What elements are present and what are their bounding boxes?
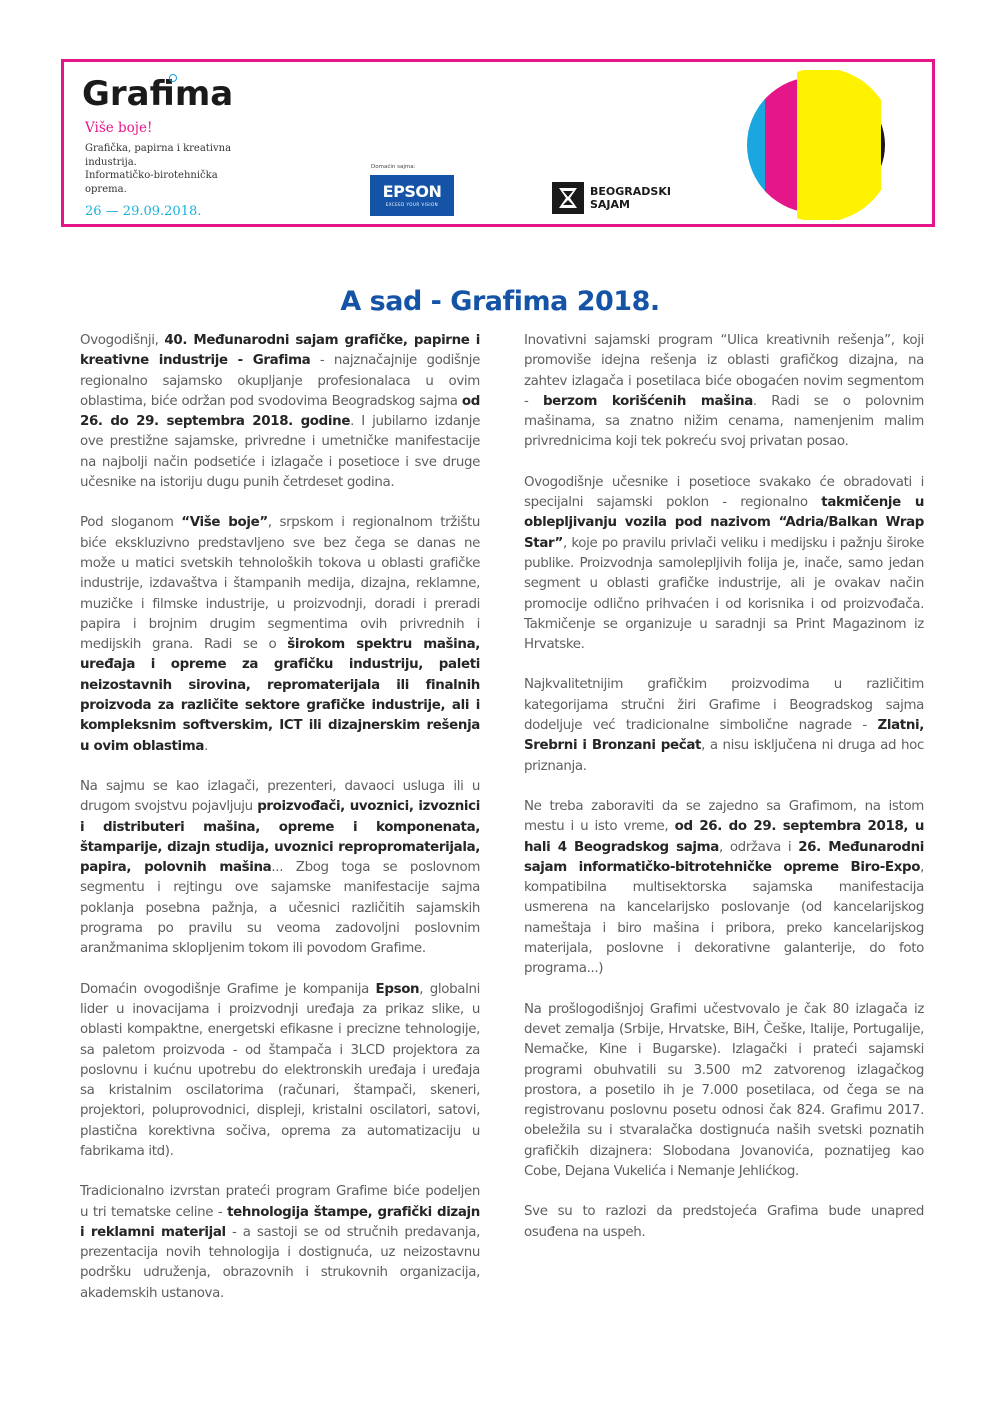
body-text: Najkvalitetnijim grafičkim proizvodima u različitim kategorijama stručni žiri Grafime i Beogradskog sajma dodeljuje već tradicionalne simbolične nagrade - [524,677,924,734]
grafima-logo: Grafima [82,74,234,114]
body-text: Ovogodišnji, [80,333,165,348]
body-text: Sve su to razlozi da predstojeća Grafima bude unapred osuđena na uspeh. [524,1204,924,1240]
bold-text: “Više boje” [181,515,268,531]
article-paragraph [524,473,924,656]
bold-text: 26. Međunarodni sajam informatičko-bitrotehničke opreme Biro-Expo [524,839,925,875]
yellow-segment [797,70,881,220]
body-text: . [204,738,209,754]
body-text: ... Zbog toga se poslovnom segmentu i rejtingu ove sajamske manifestacije sajma poklanja posebna pažnja, a učesnici različitih sajamskih programa po pravilu su veoma zadovoljni poslovnim aranžmanima sklopljenim tokom ili povodom Grafime. [80,860,481,957]
slogan: Više boje! [85,120,153,136]
epson-logo [370,175,454,216]
body-text: Na prošlogodišnjoj Grafimi učestvovalo je čak 80 izlagača iz devet zemalja (Srbije, Hrvatske, BiH, Češke, Italije, Portugalije, Nemačke, Kine i Bugarske). Izlagački i prateći sajamski programi obuhvatili su 3.500 m2 zatvorenog izlagačkog prostora, a posetilo ih je 7.000 posetilaca, od čega se na registrovanu poslovnu posetu odnosi čak 824. Grafimu 2017. obeležila su i stvaralačka dostignuća naših svetski poznatih grafičkih dizajnera: Slobodana Jovanovića, poznatijeg kao Cobe, Dejana Vukelića i Nemanje Jehlićkog. [524,1001,924,1179]
body-text: Pod sloganom [80,515,182,531]
article-paragraph [524,797,924,980]
bold-text: tehnologija štampe, grafički dizajn i reklamni materijal [80,1204,480,1240]
bs-logo-line: SAJAM [590,198,630,211]
article-title: A sad - Grafima 2018. [340,286,660,318]
article-column-left [80,331,480,1324]
body-text: , kompatibilna multisektorska sajamska manifestacija usmerena na kancelarijsko poslovanje (od kancelarijskog nameštaja i biro mašina i pribora, preko kancelarijskog materijala, poslovne i dekorativne galanterije, do foto programa...) [524,859,924,977]
fair-description-line: Grafička, papirna i kreativna [85,143,232,154]
body-text: Inovativni sajamski program “Ulica kreativnih rešenja”, koji promoviše idejna rešenja iz oblasti grafičkog dizajna, na zahtev izlagača i posetilaca biće obogaćen novim segmentom - [524,333,924,409]
bold-text: od 26. do 29. septembra 2018, u hali 4 Beogradskog sajma [524,819,925,855]
bold-text: berzom korišćenih mašina [542,393,753,409]
body-text: . I jubilarno izdanje ove prestižne sajamske, privredne i umetničke manifestacije na najbolji način podsetiće i izlagače i posetioce i sve druge učesnike na istoriju dugu punih četrdeset godina. [80,414,480,491]
fair-description-line: oprema. [85,183,127,195]
article-paragraph [80,1182,480,1304]
article-paragraph [524,675,924,776]
body-text: , održava i [718,839,799,855]
bold-text: od 26. do 29. septembra 2018. godine [80,393,480,430]
cyan-segment [743,70,765,220]
fair-description [85,142,265,196]
article-column-right [524,331,924,1263]
body-text: . Radi se o polovnim mašinama, sa znatno nižim cenama, namenjenim malim privrednicima koji tek pokreću svoj privatan posao. [524,393,924,450]
fair-description-line: industrija. [85,156,137,168]
cmyk-circle-graphic [743,70,893,224]
logo-dot-icon [169,74,177,82]
host-label: Domaćin sajma: [371,164,416,170]
body-text: , koje po pravilu privlači veliku i medijsku i pažnju široke publike. Proizvodnja samolepljivih folija je, inače, samo jedan segment u oblasti grafičke industrije, ali je ovakav način promocije odlično prihvaćen i od korisnika i od proizvođača. Takmičenje se organizuje u saradnji sa Print Magazinom iz Hrvatske. [524,535,924,653]
epson-logo-tagline: EXCEED YOUR VISION [385,202,439,207]
beogradski-sajam-mark-icon [552,182,584,214]
fair-description-line: Informatičko-birotehnička [85,170,218,181]
bold-text: takmičenje u oblepljivanju vozila pod nazivom “Adria/Balkan Wrap Star” [524,495,925,551]
bold-text: 40. Međunarodni sajam grafičke, papirne i kreativne industrije - Grafima [80,333,480,369]
body-text: Na sajmu se kao izlagači, prezenteri, davaoci usluga ili u drugom svojstvu pojavljuju [80,778,480,815]
article-paragraph [524,1000,924,1183]
article-paragraph [80,513,480,757]
body-text: Tradicionalno izvrstan prateći program Grafime biće podeljen u tri tematske celine - [80,1184,480,1220]
fair-dates: 26 — 29.09.2018. [85,204,202,219]
body-text: , a nisu isključena ni druga ad hoc priznanja. [524,738,924,774]
bold-text: Epson [375,981,420,997]
bold-text: proizvođači, uvoznici, izvoznici i distributeri mašina, opreme i komponenata, štamparije, dizajn studija, uvoznici repropromaterijala, papira, polovnih mašina [80,799,480,876]
body-text: Ovogodišnje učesnike i posetioce svakako će obradovati i specijalni sajamski poklon - regionalno [524,474,924,511]
epson-logo-name: EPSON [382,182,442,201]
body-text: , globalni lider u inovacijama i proizvodnji uređaja za prikaz slike, u oblasti kompaktne, energetski efikasne i precizne tehnologije, sa paletom proizvoda - od štampača i 3LCD projektora za poslovnu i kućnu upotrebu do elektronskih uređaja i uređaja sa kristalnim oscilatorima (računari, štampači, skeneri, projektori, poluprovodnici, displeji, kristalni oscilatori, satovi, plastična korektivna sočiva, oprema za automatizaciju u fabrikama itd). [80,981,480,1159]
article-paragraph [80,331,480,493]
body-text: - najznačajnije godišnje regionalno sajamsko okupljanje profesionalaca u ovim oblastima, biće održan pod svodovima Beogradskog sajma [80,353,480,409]
bold-text: širokom spektru mašina, uređaja i opreme za grafičku industriju, paleti neizostavnih sirovina, repromaterijala ili finalnih proizvoda za različite sektore grafičke industrije, ali i kompleksnim softverskim, ICT ili dizajnerskim rešenja u ovim oblastima [80,637,480,754]
body-text: - a sastoji se od stručnih predavanja, prezentacija novih tehnologija i dostignuća, uz neizostavnu podršku udruženja, obrazovnih i strukovnih organizacija, akademskih ustanova. [80,1224,480,1301]
header-banner [61,59,935,227]
magenta-segment [765,70,797,220]
body-text: , srpskom i regionalnom tržištu biće ekskluzivno predstavljeno sve bez čega se danas ne može u matici svetskih tehnoloških tokova u oblasti grafičke industrije, izdavaštva i štampanih medija, dizajna, reklamne, muzičke i filmske industrije, u proizvodnji, doradi i preradi papira i brojnim drugim segmentima ovih privrednih i medijskih grana. Radi se o [80,515,481,653]
beogradski-sajam-text [590,185,671,211]
bold-text: Zlatni, Srebrni i Bronzani pečat [524,718,924,754]
body-text: Domaćin ovogodišnje Grafime je kompanija [80,981,376,997]
article-paragraph [524,1202,924,1243]
article-paragraph [524,331,924,453]
bs-logo-line: BEOGRADSKI [590,185,671,198]
article-paragraph [80,777,480,960]
body-text: Ne treba zaboraviti da se zajedno sa Grafimom, na istom mestu i u isto vreme, [524,798,924,835]
article-paragraph [80,980,480,1163]
